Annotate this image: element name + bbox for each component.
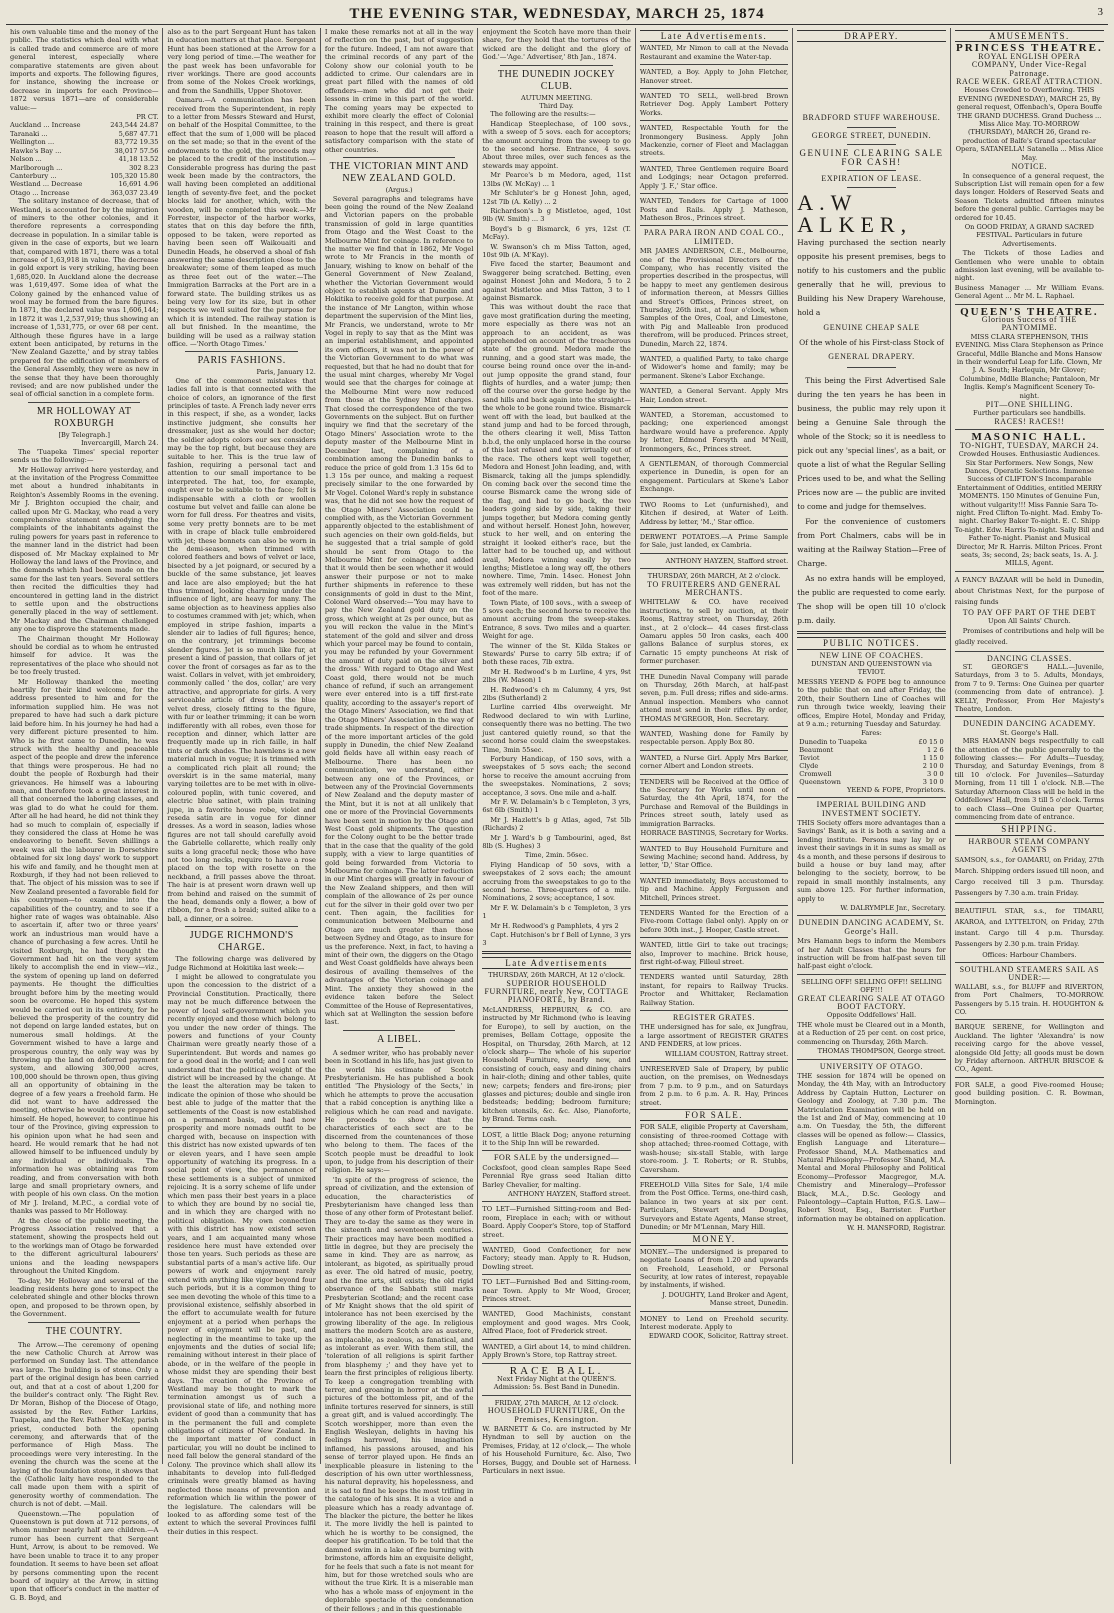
race-result: Mr J. Hazlett's b g Atlas, aged, 7st 5lb (Richards) 2 xyxy=(482,815,631,833)
article-text: enjoyment the Scotch have more than their share, for they hold that the tortures of the wicked are the delight and the glory of God.'—'Age.' Advertiser,' 8th Jan., 1874. xyxy=(482,28,631,62)
classified-ad xyxy=(640,533,788,550)
ad-coaches: MESSRS YEEND & FOPE beg to announce to the public that on and after Friday, the 20th, their Southern Line of Coaches will run through twice weekly, leaving their offices, Empire Hotel, Monday and Friday, at 9 a.m.; returning Tuesday and Saturday. xyxy=(797,677,946,728)
ad-subtitle: RACE WEEK. GREAT ATTRACTION. xyxy=(956,77,1103,87)
classified-ad xyxy=(640,92,788,117)
fare-row xyxy=(797,738,945,746)
article-text: Oamaru.—A communication has been received from the Superintendent, in reply to a letter from Messrs Steward and Hurst, on behalf of the Hospital Committee, to the effect that the sum of 1,000 will be placed on the set made; so that in the event of the endowments to the gold, the proceeds may be placed to the credit of the institution.—Considerable progress has during the past week been made by the contractors, the wall having been completed an additional length of seventy-five feet, and the pocket blocks laid for another, which, with the wooden, will be completed this week.—Mr Forrester, inspector of the harbor works, states that on this day before the fifth, opposed to be taken, were reported as having been seen off Waikouaiti and Dunedin Heads, he observed a shoal of fish answering the same description close to the breakwater; some of them leaped as much as three feet out of the water.—The Immigration Barracks at the Port are in a forward state. The building strikes us as being very low for its size, but in other respects we well suited for the purpose for which it is intended. The railway station is all but finished. In the meantime, the building will be used as a railway station office. —'North Otago Times.' xyxy=(167,96,316,349)
ad-title: GENERAL DRAPERY. xyxy=(828,351,915,361)
section-header-money: MONEY. xyxy=(640,1233,788,1245)
subhead: Third Day. xyxy=(539,102,574,111)
fare-row xyxy=(797,778,945,786)
race-result: H. Redwood's ch m Calumny, 4 yrs, 9st 2lbs (Sutherland) 2 xyxy=(482,685,631,703)
ad-signature: EDWARD COOK, Solicitor, Rattray street. xyxy=(648,1332,789,1341)
classified-ad-text: A GENTLEMAN, of thorough Commercial experience in Dunedin, is open for an engagement. Particulars at Skene's Labor Exchange. xyxy=(639,460,789,494)
stat-row xyxy=(10,147,158,155)
stat-row xyxy=(10,164,158,172)
page-number: 3 xyxy=(1097,6,1104,18)
section-header-public-notices: PUBLIC NOTICES. xyxy=(797,637,945,649)
ad-walker-name: A.W ALKER, xyxy=(797,190,913,238)
fare-route: Clyde xyxy=(799,761,819,770)
column-1 xyxy=(6,28,163,1602)
stat-value: 363,037 23.49 xyxy=(110,188,159,197)
stat-row xyxy=(10,189,158,197)
ad-signature: ANTHONY HAYZEN, Stafford street. xyxy=(665,556,789,565)
ad-fruiterers: WHITELAW & CO. have received instructions, to sell by auction, at their Rooms, Rattray street, on Thursday, 26th inst., at 2 o'clock— 44 cases first-class Oamaru apples 50 Iron casks, each 400 gallons Balance of surplus stores, ex Carnatic 15 empty puncheons At risk of former purchaser. xyxy=(639,598,789,666)
article-text: This was without doubt the race that gave most gratification during the meeting, more especially as there was not an approach to an accident, as was apprehended on account of the treacherous state of the ground. Medora made the running, and a good start was made, the course being round once over the in-and-out jump opposite the grand stand, four flights of hurdles, and a water jump; then off the course over the gorse hedge by the sand hills and back again into the straight—the whole to be gone round twice. Bismarck went off with the lead, but baulked at the stand jump and had to be forced through, the others clearing it well, Miss Tatton b.b.d, the only unplaced horse in the course of this last refused and was virtually out of the race. The others kept well together, Medora and Honest John leading, and, with Bismarck, taking all the jumps splendidly. On coming back over the second time the course Bismarck came the wrong side of the flag, and had to go back, the two leaders going side by side, taking their jumps together, but Medora coming gently and without herself. Honest John, however, stuck to her well, and on entering the straight it looked either's race, but the latter had to be touched up, and without avail, Medora winning easily by two lengths; Mistletoe a long way off, the others nowhere. Time, 7min. 14sec. Honest John was extremely well ridden, but has not the foot of the mare. xyxy=(482,303,631,598)
article-text: One of the commonest mistakes that ladies fall into is that connected with the choice of colors, an ignorance of the first principles of taste. A French lady never errs in this respect, if she, as a wonder, lacks instinctive judgment, she consults her dressmaker, just as she would her doctor; the soldier adopts colors our sex considers may be the top right, but because they are suitable to her. This is the true law of fashion, requiring a personal tact and attention to our small importance to be interpreted. The hat, too, for example, ought ever to be suitable to the face; felt is indispensable with a cloth or woollen costume but velvet and faille can alone be worn for full dress. For theatres and visits, some very pretty bonnets are to be met with in crape of black tulle embroidered with jet; these bonnets can also be worn in the demi-season, when trimmed with colored feathers and bows of velvet or lace, bisected by a jet poignard, or secured by a buckle of the same substance, jet leaves and lace are also employed; but the hat thus trimmed, looking charming under the influence of light, are heavy for many. The same objection as to heaviness applies also to costumes crammed with jet; which, when employed in stripe fashion, imparts a slender air to ladies of full figures; hence, on the contrary, jet trimmings become slender figures. Jet is so much like fur, at present a kind of passion, that collars of jet cover the front of corsages as far as to the waist. Collars in velvet, with jet embroidery, commonly called ' the dos, collar,' are very attractive, and appropriate for girls. A very serviceable article of dress is the blue velvet dress, closely fitting to the figure, with fur or leather trimming; it can be worn indifferently with all robes, even those for reception and dinner, which latter are frequently made up in rich faille, in half tints or dark shades. The hawnlens is a new material much in vogue; it is trimmed with a complicated rich plait all round; the overskirt is in the same material, many varying toilettes are to be met with in olive-coloured poplin, with tunic covered, and electric blue satinet, with plain training jupe, in a favorite house robe, violet and reseda satin are in vogue for dinner dresses. As a word in season, ladies whose figures are not tall should carefully avoid the Gabrielle collarette, which really only suits a long graceful neck; those who have not too long necks, require to have a rose placed on the top with rosette on the neckband, a frill passes above the throat. The hair is at present worn drawn well up from behind and raised on the summit of the head, demands only a flower, a bow of ribbon, for a fresh a braid; suited alike to a ball, a dinner, or a soiree. xyxy=(167,376,316,923)
stat-name: Auckland ... Increase xyxy=(10,121,81,130)
ad-title: SELLING OFF! SELLING OFF!! SELLING OFF!!! xyxy=(801,977,942,995)
column-7 xyxy=(951,28,1108,1464)
ad-body: MRS HAMANN begs respectfully to call the attention of the public generally to the following classes:— For Adults—Tuesday, Thursday, and Saturday Evenings, from 8 till 10 o'clock. For Juveniles—Saturday Morning, from 11 till 1 o'clock. N.B.—The Saturday Afternoon Class will be held in the Oddfellows' Hall, from 3 till 5 o'clock. Terms to each Class—One Guinea per Quarter, commencing from date of entrance. xyxy=(954,737,1105,821)
headline-victorian-mint: THE VICTORIAN MINT AND NEW ZEALAND GOLD. xyxy=(329,161,469,185)
ad-body: Houses Crowded to Overflowing. THIS EVENING (WEDNESDAY), MARCH 25, By general request, Offenbach's, Opera Bouffe THE GRAND DUCHESS. Grand Duchess ... Miss Alice May. TO-MORROW (THURSDAY), MARCH 26, Grand re-production of Balfe's Grand spectacular Opera, SATANELLA! Satanella ... Miss Alice May. xyxy=(955,86,1104,162)
ad-body: MISS CLARA STEPHENSON, THIS EVENING. Miss Clara Stephenson as Prince Graceful, Mdlle Blanche and Mons Hansow in their wonderful Leap for Life. Clown, Mr J. A. South; Harlequin, Mr Glover; Columbine, Mdlle Blanche; Pantaloon, Mr Inglis. Kemp's Magnificent Scenery To-night. xyxy=(955,332,1104,400)
article-text: Mr Holloway thanked the meeting heartily for their kind welcome, for the address presented to him and for the information supplied him. He was not prepared to have had such a dark picture laid before him. In his journey he had had a very different picture presented to him. Who is he first came to Dunedin, he was struck with the healthy and peaceable aspect of the people and drew the inference that things were prosperous. He had no doubt the people of Roxburgh had their grievances. He himself was a labouring man, and therefore took a great interest in all that concerned the laboring classes, and was glad to do what he could for them. After all he had heard, he did not think they had so much to complain of, especially if they considered the class at Home he was endeavoring to benefit. Seven shillings a week was all the labourer in Dorsetshire obtained for six long days' work to support his wife and family, and he thought men at Roxburgh, if they had not been relieved to that. The object of his mission was to see if New Zealand presented a favorable field for his countrymen—to examine into the capabilities of the country, and to see if a higher rate of wages was obtainable. Also to ascertain if, after two or three years' work an industrious man would have a chance of purchasing a few acres. Until he visited Roxburgh, he had thought the Government had hit on the very system likely to accomplish the end in view—viz., the system of opening up land on deferred payments. He thought the difficulties brought before him by the meeting would soon be overcome. He hoped this system would be carried out in its entirety, for he believed the prosperity of the country did not depend on large landed estates, but on numerous small holdings. At the Government wished to have a large and prosperous country, the only way was by throwing up the land on deferred payment system, and allowing 300,000 acres, 100,000 should be thrown open, thus giving all an opportunity of obtaining in the degree of a few years a freehold farm. He did not want to have addressed the meeting, otherwise he would have prepared himself. He hoped, however, to continue his tour of the Province, giving expression to his opinion upon what he had seen and heard. He would remark that he had not allowed himself to be influenced unduly by any individual or individuals. The information he was obtaining was from reading, and from conversation with both large and small proprietary owners, and with people of his own class. On the motion of Mr J. Ireland, M.P.C., a cordial vote of thanks was passed to Mr Holloway. xyxy=(10,677,159,1216)
ad-race-ball: RACE BALL. xyxy=(509,1364,604,1377)
ad-title: DUNEDIN DANCING ACADEMY, St. George's Hall. xyxy=(798,918,945,936)
ad-shipping: BEAUTIFUL STAR, s.s., for TIMARU, AKAROA, and LYTTELTON, on Friday, 27th instant. Cargo till 4 p.m. Thursday. Passengers by 2.30 p.m. train Friday. xyxy=(954,906,1105,948)
ad-title: BRADFORD STUFF WAREHOUSE. xyxy=(802,113,941,123)
stat-name: Marlborough ... xyxy=(10,163,63,172)
race-result: Mr H. Redwood's b m Lurline, 4 yrs, 9st 2lbs (W. Mason) 1 xyxy=(482,667,631,685)
article-text: The winner of the St. Kilda Stakes or Stewards' Purse to carry 5lb extra; if of both these races, 7lb extra. xyxy=(482,641,631,667)
headline-paris-fashions: PARIS FASHIONS. xyxy=(197,355,286,367)
stat-value: 302 8.23 xyxy=(129,163,159,172)
ad-body: Further particulars see handbills. xyxy=(973,409,1086,418)
stat-value: 16,691 4.96 xyxy=(118,180,159,189)
column-5 xyxy=(636,28,793,1464)
article-text: Handicap Steeplechase, of 100 sovs., with a sweep of 5 sovs. each for acceptors; the amount accruing from the sweep to go to the second horse. Entrance, 4 sovs. About three miles, over such fences as the stewards may appoint. xyxy=(482,119,631,170)
stat-row xyxy=(10,172,158,180)
article-text: The solitary instance of decrease, that of Westland, is accounted for by the migration of miners to the other colonies, and it therefore represents a corresponding decrease in population. In a similar table is given in the case of exports, but we learn that, compared with 1871, there was a total increase of 1,63,918 in value. The decrease in gold export is very striking, having been 1,685,020. In Auckland alone the decrease was 1,619,497. Some idea of what the Colony gained by the enhanced value of wool may be formed from the bare figures. In 1871, the declared value was 1,606,144; in 1872 it was 1,2,537,919; thus showing an increase of 1,531,775, or over 68 per cent. Although these figures have in a large extent been anticipated, by returns in the 'New Zealand Gazette,' and by stray tables prepared for the edification of members of the General Assembly, they were as new in the sense that they have been thoroughly revised; and are now published under the seal of official sanction in a complete form. xyxy=(10,197,159,399)
ad-list xyxy=(640,730,788,775)
headline-judge-richmond: JUDGE RICHMOND'S CHARGE. xyxy=(189,930,294,954)
ad-drapery-sale: UNRESERVED Sale of Drapery, by public auction, on the premises, on Wednesdays from 7 p.m. to 9 p.m., and on Saturdays from 2 p.m. to 6 p.m. A. R. Hay, Princes street. xyxy=(639,1065,789,1107)
ad-signature: THOMAS THOMPSON, George street. xyxy=(817,1047,946,1056)
classified-ad-text: WANTED, little Girl to take out tracings; also, Improver to machine. Brick house, first right-of-way, Filleul street. xyxy=(639,941,789,966)
stat-name: Canterbury ... xyxy=(10,171,57,180)
race-time: Time, 2min. 56sec. xyxy=(524,851,589,860)
ad-villa-sites: FREEHOLD Villa Sites for Sale, 1/4 mile from the Post Office. Terms, one-third cash, balance in two years at six per cent. Particulars, Stewart and Douglas, Surveyors and Estate Agents, Manse street, Dunedin; or Mr M'Lennan, Mary Hill. xyxy=(639,1180,789,1231)
import-stats-table xyxy=(10,121,158,197)
stat-name: Hawke's Bay ... xyxy=(10,146,62,155)
fare-amount: £0 15 0 xyxy=(918,737,944,746)
classified-ad-text: WANTED, Respectable Youth for the Ironmongery Business. Apply John Mackenzie, corner of Fleet and Maclaggan streets. xyxy=(639,124,789,158)
ad-list xyxy=(640,44,788,226)
ad-title: SOUTHLAND STEAMERS SAIL AS UNDER:— xyxy=(959,964,1100,983)
fare-row xyxy=(797,762,945,770)
race-result: Mr Schluter's br g Honest John, aged, 12st 7lb (A. Kelly) ... 2 xyxy=(482,189,631,206)
article-text: The Arrow.—The ceremony of opening the new Catholic Church at Arrow was performed on Sunday last. The attendance was large. The building is of stone. Only a part of the original design has been carried out, and that at a cost of about 1,200 for the builder's contract only. 'The Right Rev. Dr Moran, Bishop of the Diocese of Otago, assisted by the Rev. Father Larkins, Tuapeka, and the Rev. Father McKay, parish priest, conducted both the opening ceremony, and afterwards that of the performance of High Mass. The proceedings were very interesting. In the evening the church was the scene at the laying of the foundation stone, it shows that the (Catholic laity have responded to the call made upon them with a spirit of generosity worthy of commendation. The church is not of debt. —Mail. xyxy=(10,1340,159,1509)
ad-subtitle: TO PAY OFF PART OF THE DEBT xyxy=(962,607,1096,617)
subhead: AUTUMN MEETING. xyxy=(521,93,593,102)
stat-value: 38,017 57.56 xyxy=(114,146,159,155)
fare-route: Queenstown xyxy=(799,777,841,786)
masthead-title: THE EVENING STAR, WEDNESDAY, MARCH 25, 1874 xyxy=(349,5,765,22)
classified-ad xyxy=(640,754,788,771)
classified-ad xyxy=(640,68,788,85)
ad-to-let: TO LET—Furnished Sitting-room and Bed-room, Fireplace in each; with or without Board. Apply Cooper's Store, top of Stafford street. xyxy=(482,1205,631,1239)
ad-body: This being the First Advertised Sale during the ten years he has been in business, the public may rely upon it being a Genuine Sale through the whole of the Stock; so it is needless to pick out any 'special lines', as a bait, or quote a list of what the Regular Selling Prices used to be, and what the Selling Prices now are — the public are invited to come and judge for themselves. xyxy=(797,376,946,512)
ad-body: The Tickets of those Ladies and Gentlemen who were unable to obtain admission last evening, will be available to-night. xyxy=(954,249,1105,283)
ad-money: MONEY.—The undersigned is prepared to negotiate Loans of from 1.20 and upwards on Freehold, Leasehold, or Personal Security, at low rates of interest, repayable by instalments, if wished. xyxy=(639,1247,789,1290)
ad-title: NEW LINE OF COACHES. xyxy=(819,650,924,660)
stat-row xyxy=(10,138,158,146)
section-header-shipping: SHIPPING. xyxy=(955,823,1104,835)
column-4 xyxy=(478,28,635,1475)
ad-date: THURSDAY, 26th MARCH, At 2 o'clock. xyxy=(647,572,781,581)
classified-ad xyxy=(640,501,788,526)
ad-seed-sale: Cocksfoot, good clean samples Rape Seed Perennial Rye grass seed Italian ditto Barley Chevalier, for malting. xyxy=(482,1163,631,1189)
ad-wanted: WANTED, Good Machinists, constant employment and good wages. Mrs Cook, Alfred Place, foot of Frederick street. xyxy=(482,1310,631,1336)
classified-ad xyxy=(640,44,788,61)
race-result: Mr F. W. Delamain's b c Templeton, 3 yrs 1 xyxy=(482,903,631,921)
fare-amount: 1 15 0 xyxy=(922,753,944,762)
classified-ad-text: WANTED, a Storeman, accustomed to packing; one experienced amongst hardware would have a preference. Apply by letter, Edmond Forsyth and M'Neill, Ironmongers, &c., Princes street. xyxy=(639,411,789,453)
ad-title: DANCING CLASSES. xyxy=(987,653,1072,663)
article-text: Forbury Handicap, of 150 sovs, with a sweepstakes of 5 sovs each; the second horse to receive the amount accruing from the sweepstakes. Nominations, 2 sovs; acceptance, 3 sovs. One mile and a-half. xyxy=(482,754,631,797)
article-text: Lurline carried 4lbs overweight. Mr Redwood declared to win with Lurline, consequently there was no betting. The two just cantered quietly round, so that the second horse could claim the sweepstakes. Time, 3min 55sec. xyxy=(482,703,631,754)
stat-value: 41,18 13.52 xyxy=(118,155,159,164)
column-3 xyxy=(321,28,478,1613)
ad-shipping: BARQUE SERENE, for Wellington and Auckland. The lighter 'Alexandra' is now receiving cargo for the above vessel, alongside Old Jetty; all goods must be down by Friday afternoon. ARTHUR BRISCOE & CO., Agent. xyxy=(954,1023,1105,1074)
race-result: Boyd's b g Bismarck, 6 yrs, 12st (T. McFay). xyxy=(482,224,631,242)
article-text: also as to the part Sergeant Hunt has taken in education matters at that place. Sergeant Hunt has been stationed at the Arrow for a very long period of time.—The weather for the past week has been unfavorable for river workings. There are good accounts from some of the Nokes Creek workings, and from the Sandhills, Upper Shotover. xyxy=(167,28,316,95)
article-text: The 'Tuapeka Times' special reporter sends us the following:— xyxy=(10,447,159,465)
classified-ad-text: WANTED TO SELL, well-bred Brown Retriever Dog. Apply Lambert Pottery Works. xyxy=(639,92,789,117)
stats-header: PR CT. xyxy=(136,113,159,122)
classified-ad-text: DERWENT POTATOES.—A Prime Sample for Sale, just landed, ex Cambria. xyxy=(639,532,789,550)
ad-subtitle: Glorious Success of THE PANTOMIME. xyxy=(981,315,1077,333)
article-text: I might be allowed to congratulate you upon the concession to the district of a Provincial Constitution. Practically, there may not be much difference between the power of local self-government which you recently enjoyed and those which belong to you under the new order of things. The powers and functions of your County Chairman were greatly nearly those of a Superintendent. But words and names go for a good deal in the world; and I can well understand that the political weight of the district will be increased by the change. At the least the alteration may be taken to indicate the opinion of those who should be best able to judge of the matter that the settlements of the Coast is now established on a permanent basis, and had now prosperity and more nomads outfit to be charged with, because on inspection with this district has now existed upwards of ten or eleven years, and I have seen ample opportunity of watching its progress. In a social point of view, the permanence of these settlements is a subject of unmixed rejoicing. It is a sorry scheme of life under which men pass their best years in a place to which they are bound by no social tie, and in which they are charged with no political obligation. My own connection with this district has now existed seven years, and I am acquainted many whose residence here must have extended over those ten years. Such periods as these are substantial parts of a man's active life. Our powers of work and enjoyment rarely extend with anything like vigor beyond four such periods, but it is a common thing to see men devoting the whole of this time to a provisional existence, selfishly absorbed in the effort to accumulate wealth for future enjoyment at a period when perhaps the power of enjoyment will be past, and neglecting in the meantime to take up the enjoyments and the duties of social life; remaining without interest in their place of abode, or in the welfare of the people in whose midst they are spending their best days. The creation of the Province of Westland may be thought to mark the termination amongst us of such a provisional state of life, and nothing more evident of good than a community that has in the permanent the full and complete obligations of citizens of New Zealand. In the important matter of conduct in particular, you will no doubt be inclined to need fall below the general standard of the Colony. The province which shall allow its inhabitants to develop into full-fledged criminals were greatly blamed as having neglected those means of prevention and reformation which lie within the power of the legislature. The calendars will be looked to as affording some test of the extent to which the several Provinces fulfil their duties in this respect. xyxy=(167,973,316,1536)
classified-ad xyxy=(640,877,788,902)
ad-subtitle: St. George's Hall. xyxy=(999,728,1059,737)
classified-ad xyxy=(640,387,788,404)
column-2 xyxy=(163,28,320,1536)
classified-ad xyxy=(640,973,788,1007)
ad-body: Business Manager ... Mr William Evans. General Agent ... Mr M. L. Raphael. xyxy=(954,283,1105,301)
ad-title: DUNEDIN DANCING ACADEMY. xyxy=(963,719,1096,729)
headline-holloway: MR HOLLOWAY AT ROXBURGH xyxy=(36,405,132,429)
classified-ad-text: TENDERS Wanted for the Erection of a Five-room Cottage (label only). Apply on or before 30th inst., J. Hooper, Castle street. xyxy=(639,908,789,934)
fare-amount: 3 0 0 xyxy=(926,769,944,778)
stat-value: 5,687 47.71 xyxy=(118,129,159,138)
ad-para-para: MR JAMES ANDERSON, C.E., Melbourne, one of the Provisional Directors of the Company, who has recently visited the properties described in the prospectus, will be happy to meet any gentlemen desirous of information thereon, at Messrs Gillies and Street's Offices, Princes street, on Thursday, 26th inst., at four o'clock, when Samples of the Ores, Coal, and Limestone, with Pig and Malleable Iron produced therefrom, will be produced. Princes street, Dunedin, March 22, 1874. xyxy=(639,247,789,348)
ad-wanted: WANTED, a Girl about 14, to mind children. Apply Brown's Store, top Rattray street. xyxy=(482,1342,631,1360)
ad-signature: ANTHONY HAYZEN, Stafford street. xyxy=(508,1190,631,1198)
classified-ad-text: WANTED, Three Gentlemen require Board and Lodgings; near Octagon preferred. Apply 'J. F.,' Star office. xyxy=(639,164,789,190)
ad-shipping: SAMSON, s.s., for OAMARU, on Friday, 27th March. Shipping orders issued till noon, and Cargo received till 3 p.m. Thursday. Passengers by 7.30 a.m. train Friday. xyxy=(954,855,1105,897)
ad-signature: W. DALRYMPLE Jnr., Secretary. xyxy=(840,904,946,912)
ad-body: In consequence of a general request, the Subscription List will remain open for a few days longer. Holders of Reserved Seats and Season Tickets admitted fifteen minutes before the general public. Carriages may be ordered for 10.45. xyxy=(954,171,1105,222)
ad-title: PARA PARA IRON AND COAL CO., LIMITED. xyxy=(643,228,785,246)
byline: [By Telegraph.] xyxy=(58,430,110,439)
race-result: W. Swanson's ch m Miss Tatton, aged, 10st 9lb (A. M'Kay). xyxy=(482,242,631,259)
ad-body: For the convenience of customers from Port Chalmers, cabs will be in waiting at the Railway Station—Free of Charge. xyxy=(797,517,946,569)
article-text: 'In spite of the progress of science, the spread of civilization, and the extension of education, the characteristics of Presbyterianism have changed less than those of any other form of Protestant belief. They are to-day the same as they were in the sixteenth and seventeenth centuries. Their practices may have been modified a little in degree, but they are precisely the same in kind. They are as narrow, as intolerant, as bigoted, as spiritually proud as ever. The old hatred of music, poetry, and the fine arts, still exists; the old rigid observance of the Sabbath still marks Presbyterian Scotland; and the recent case of Mr Knight shows that the old spirit of intolerance has not been exercised by the growing liberality of the age. In religious matters the modern Scotch are as austere, as implacable, as zealous, as fanatical, and as intolerant as ever. With them still, the 'toleration of all religions is spirit farther from blasphemy ;' and they have yet to learn the first principles of religious liberty. To keep a congregation trembling with terror, and groaning in horror at the awful pictures of the bottomless pit, and of the infinite tortures reserved for sinners, is still a great gift, and is valued accordingly. The Scotch worshipper, more than even the English Wesleyan, delights in having his feelings harrowed, his imagination inflamed, his passions aroused, and his sense of terror played upon. He finds an inexplicable pleasure in listening to the description of his own utter worthlessness, his natural depravity, his hopelessness, and it is sad to find he keeps the most trifling in the catalogue of his sins. It is a vice and a pleasure which has a ready advantage of. The blacker the picture, the better he likes it. The more lividly the hell is painted to which he is worthy to be consigned, the deeper his gratification. To be told that the damned swim in a lake of fire burning with brimstone, affords him an exquisite delight, for he feels that such a fate is not meant for him, but for those wretched souls who are without the true Kirk. It is a miserable man who has a whole mass of enjoyment in the deplorable spectacle of the condemnation of their fellows ; and in this questionable xyxy=(324,1175,474,1613)
ad-subtitle: RACES! RACES!! xyxy=(994,416,1065,426)
classified-ad xyxy=(640,165,788,190)
section-header-late-ads: Late Advertisements xyxy=(482,957,630,969)
stat-value: 243,544 24.87 xyxy=(110,121,159,130)
classified-ad-text: WANTED, Washing done for Family by respectable person. Apply Box 80. xyxy=(639,730,789,747)
ad-subtitle: DUNSTAN AND QUEENSTOWN via TEVIOT. xyxy=(811,660,932,677)
ad-imperial-society: THIS Society offers more advantages than a Savings' Bank, as it is both a saving and a lending institute. Persons may lay by or invest their savings in it in sums as small as 4s a month, and these persons if desirous to build a house or buy land may, after belonging to the society, borrow, to be repaid in small monthly instalments, any sum above 125. For further information, apply to xyxy=(797,818,946,903)
ad-property: FOR SALE, eligible Property at Caversham, consisting of three-roomed Cottage with shop attached; three-roomed Cottage, with wash-house; six-stall Stable, with large store-room. J. T. Roberts; or R. Stubbs, Caversham. xyxy=(639,1123,789,1174)
fares-table xyxy=(797,738,945,786)
ad-title: EXPIRATION OF LEASE. xyxy=(821,174,922,184)
classified-ad-text: WANTED, a General Servant. Apply Mrs Hair, London street. xyxy=(639,387,789,404)
stat-name: Otago ... Increase xyxy=(10,188,70,197)
stat-name: Nelson ... xyxy=(10,155,42,164)
fare-row xyxy=(797,754,945,762)
article-text: his own valuable time and the money of the public. The statistics which deal with what is called trade and commerce are of more general interest, especially where comparative statements are given about imports and exports. The following figures, for instance, showing the increase or decrease in imports for each Province—1872 versus 1871—are of considerable value:— xyxy=(10,28,159,112)
fare-route: Teviot xyxy=(799,753,820,762)
race-result: Richardson's b g Mistletoe, aged, 10st 9lb (W. Smith) ... 3 xyxy=(482,206,631,224)
ad-title-queens: QUEEN'S THEATRE. xyxy=(960,305,1099,318)
classified-ad xyxy=(640,460,788,494)
classified-ad-text: TWO Rooms to Let (unfurnished), and Kitchen if desired, at Water of Leith. Address by letter, 'M.,' Star office. xyxy=(639,500,789,526)
stat-name: Taranaki ... xyxy=(10,129,48,138)
race-result: Mr H. Redwood's g Pamphlets, 4 yrs 2 xyxy=(490,921,619,930)
fare-route: Cromwell xyxy=(799,769,832,778)
headline-libel: A LIBEL. xyxy=(377,1033,422,1045)
ad-title: SUPERIOR HOUSEHOLD FURNITURE, nearly New, COTTAGE PIANOFORTE, by Brand. xyxy=(484,978,629,1005)
fare-route: Dunedin to Tuapeka xyxy=(799,737,867,746)
ad-signature: WILLIAM COUSTON, Rattray street. xyxy=(665,1049,789,1058)
stat-value: 105,320 15.80 xyxy=(110,171,159,180)
ad-date: THURSDAY, 26th MARCH, At 12 o'clock. xyxy=(488,971,625,980)
classified-ad xyxy=(640,197,788,222)
classified-ad-text: WANTED, a Nurse Girl. Apply Mrs Barker, corner Albert and London streets. xyxy=(639,753,789,771)
ad-signature: YEEND & FOPE, Proprietors. xyxy=(847,785,946,794)
stat-name: Westland ... Decrease xyxy=(10,180,83,189)
ad-title-masonic: MASONIC HALL. xyxy=(971,431,1088,444)
classified-ad-text: WANTED to Buy Household Furniture and Sewing Machine; second hand. Address, by letter, 'D,' Star Office. xyxy=(639,844,789,870)
ad-subtitle: NOTICE. xyxy=(1011,162,1048,172)
columns xyxy=(6,28,1108,1613)
ad-to-let: TO LET—Furnished Bed and Sitting-room, near Town. Apply to Mr Wood, Grocer, Princes street. xyxy=(482,1278,631,1304)
stat-name: Wellington ... xyxy=(10,138,55,147)
ad-money-lend: MONEY to Lend on Freehold security. Interest moderate. Apply to xyxy=(639,1314,789,1331)
fare-row xyxy=(797,746,945,754)
ad-shipping: FOR SALE, a good Five-roomed House; good building position. C. R. Bowman, Mornington. xyxy=(954,1080,1105,1106)
ad-list xyxy=(640,845,788,1012)
ad-title: GENUINE CLEARING SALE FOR CASH! xyxy=(799,148,944,167)
ad-shipping: WALLABI, s.s., for BLUFF and RIVERTON, from Port Chalmers, TO-MORROW. Passengers by 5.15 train. H. HOUGHTON & CO. xyxy=(954,982,1105,1016)
ad-subtitle: PIT—ONE SHILLING. xyxy=(985,400,1074,410)
section-header-for-sale: FOR SALE. xyxy=(640,1109,788,1121)
ad-body: Having purchased the section nearly opposite his present premises, begs to notify to his customers and the public generally that he will, previous to Building his New Drapery Warehouse, hold a xyxy=(797,238,946,318)
dateline: Invercargill, March 24. xyxy=(80,439,159,448)
ad-title: GENUINE CHEAP SALE xyxy=(823,323,920,333)
article-text: At the close of the public meeting, the Progress Association resolved that a statement, showing the prospects held out to the workings man of Otago be forwarded to the different agricultural labourers' unions and the leading newspapers throughout the United Kingdom. xyxy=(10,1216,159,1276)
article-text: The following charge was delivered by Judge Richmond at Hokitika last week:— xyxy=(167,955,316,972)
ad-grates: THE undersigned has for sale, ex Jungfrau, a large assortment of REGISTER GRATES AND FENDERS, at low prices. xyxy=(639,1023,789,1049)
article-text: Queenstown.—The population of Queenstown is put down at 712 persons, of whom number nearly half are children.—A rumor has been current that Sergeant Hunt, Arrow, is about to be removed. We have been unable to trace it to any proper foundation. It seems to have been set afloat by persons commenting upon the recent board of inquiry at the Arrow, in sitting upon that officer's conduct in the matter of G. B. Boyd, and xyxy=(10,1509,159,1602)
classified-ad-text: WANTED, a Boy. Apply to John Fletcher, Hanover street. xyxy=(639,68,789,85)
ad-naval-company: THE Dunedin Naval Company will parade on Thursday, 26th March, at half-past seven, p.m. Full dress; rifles and side-arms. Annual inspection. Members who cannot attend must send in their rifles. By order, THOMAS M'GREGOR, Hon. Secretary. xyxy=(639,672,789,723)
ad-title: HARBOUR STEAM COMPANY AGENTS xyxy=(968,836,1091,855)
ad-university: THE session for 1874 will be opened on Monday, the 4th May, with an Introductory Address by Captain Hutton, Lecturer on Geology and Zoology, at 7.30 p.m. The Matriculation Examination will be held on the 1st and 2nd of May, commencing at 10 a.m. On Tuesday, the 5th, the different classes will be opened as follow:— Classics, English Language and Literature—Professor Shand, M.A. Mathematics and Natural Philosophy—Professor Shand, M.A. Mental and Moral Philosophy and Political Economy—Professor Macgregor, M.A. Chemistry and Mineralogy—Professor Black, M.A., D.Sc. Geology and Paleontology—Captain Hutton, F.G.S. Law—Robert Stout, Esq., Barrister. Further information may be obtained on application. xyxy=(797,1071,946,1223)
ad-lost-dog: LOST, a little Black Dog; anyone returning it to the Ship Inn will be rewarded. xyxy=(482,1130,631,1147)
race-result: Mr F. W. Delamain's b c Templeton, 3 yrs, 6st 6lb (Smith) 1 xyxy=(482,797,631,815)
article-text: Town Plate, of 100 sovs., with a sweep of 5 sovs each; the second horse to receive the amount accruing from the sweep-stakes. Entrance, 8 sovs. Two miles and a quarter. Weight for age. xyxy=(482,598,631,641)
ad-title: TO FRUITERERS AND GENERAL MERCHANTS. xyxy=(647,579,781,597)
ad-body: Upon All Saints' Church. xyxy=(988,617,1071,626)
ad-dancing: Mrs Hamann begs to inform the Members of her Adult Classes that the hours for instruction will be from half-past seven till half-past eight o'clock. xyxy=(797,937,946,971)
classified-ad-text: WANTED, a qualified Party, to take charge of Widower's home and family; may be permanent. Skene's Labor Exchange. xyxy=(639,355,789,380)
ad-boot-factory: THE whole must be Cleared out in a Month, at a Reduction of 25 per cent. on cost price, commencing on Thursday, 26th March. xyxy=(797,1020,946,1046)
article-text: Flying Handicap of 50 sovs, with a sweepstakes of 2 sovs each; the amount accruing from the sweepstakes to go to the second horse. Three-quarters of a mile. Nominations, 2 sovs; acceptance, 1 sov. xyxy=(482,860,631,903)
article-text: A sedmer writer, who has probably never been in Scotland in his life, has just given to the world his estimate of Scotch Presbyterianism. He has published a book entitled 'The Physiology of the Sects,' in which he attempts to prove the accusation that a rabid conception is anything like a religious which he can read and navigate. He proceeds to show that the characteristics of each sect are to be discerned from the countenances of those who belong to them. The faces of the Scotch people must be dreadful to look upon, to judge from his description of their religion. He says:— xyxy=(324,1048,474,1175)
ad-title: HOUSEHOLD FURNITURE, On the Premises, Kensington. xyxy=(487,1406,626,1424)
stat-row xyxy=(10,121,158,129)
headline-country: THE COUNTRY. xyxy=(45,1325,123,1337)
classified-ad-text: WANTED, Tenders for Cartage of 1000 Posts and Rails. Apply J. Matheson, Matheson Bros., Princes street. xyxy=(639,197,789,222)
fare-amount: 2 10 0 xyxy=(922,761,944,770)
stat-value: 83,772 19.35 xyxy=(114,138,159,147)
ad-household: W. BARNETT & Co. are instructed by Mr Hyndman to sell by auction on the Premises, Friday, at 12 o'clock,— The whole of his Household Furniture, &c. Also, Two Horses, Buggy, and Double set of Harness. Particulars in next issue. xyxy=(482,1424,631,1475)
article-text: Five faced the starter, Beaumont and Swaggerer being scratched. Betting, even against Honest John and Medora, 5 to 2 against Mistletoe and Miss Tatton, 3 to 1 against Bismarck. xyxy=(482,260,631,302)
ad-body: Of the whole of his First-class Stock of xyxy=(799,337,944,347)
ad-signature: HORRACE BASTINGS, Secretary for Works. xyxy=(640,829,789,838)
article-text: I make these remarks not at all in the way of reflection on the past, but of suggestion for the future. Indeed, I am not aware that the criminal records of any part of the Colony show our colonial youth to be addicted to crime. Our calendars are in great part filled with the names of old offenders—men who did not get their lessons in crime in this part of the world. The coming years may be expected to exhibit more clearly the effect of Colonial training in this respect, and there is great reason to hope that the result will afford a satisfactory comparison with the state of other countries. xyxy=(324,28,474,154)
ad-subtitle: Opposite Oddfellows' Hall. xyxy=(826,1011,917,1020)
ad-signature: J. DOUGHTY, Land Broker and Agent, Manse street, Dunedin. xyxy=(662,1290,789,1308)
race-result: Mr Pearce's b m Medora, aged, 11st 13lbs (W. McKay) ... 1 xyxy=(482,171,631,188)
ad-signature: W. H. MANSFORD, Registrar. xyxy=(847,1224,946,1233)
ad-title: FOR SALE by the undersigned— xyxy=(493,1153,620,1163)
ad-tenders: TENDERS will be Received at the Office of the Secretary for Works until noon of Saturday, the 4th April, 1874, for the Purchase and Removal of the Buildings in Princes street south, lately used as immigration Barracks. xyxy=(639,777,789,828)
fare-route: Beaumont xyxy=(799,745,834,754)
race-result: Mr J. Ward's b g Tambourini, aged, 8st 8lb (S. Hughes) 3 xyxy=(482,833,631,850)
classified-ad xyxy=(640,845,788,870)
article-text: To-day, Mr Holloway and several of the leading residents here gone to inspect the celebrated shingle and other blocks thrown open, and proposed to be thrown open, by the Government. xyxy=(10,1276,159,1319)
classified-ad xyxy=(640,355,788,380)
section-header-drapery: DRAPERY. xyxy=(797,30,945,42)
headline-jockey-club: THE DUNEDIN JOCKEY CLUB. xyxy=(497,68,616,92)
stat-row xyxy=(10,130,158,138)
classified-ad xyxy=(640,411,788,453)
article-text: Mr Holloway arrived here yesterday, and at the invitation of the Progress Committee met about a hundred inhabitants in Reighton's Assembly Rooms in the evening. Mr J. Brighton occupied the chair, and called upon Mr G. Mackay, who read a very comprehensive statement embodying the complaints of the inhabitants against the ruling powers for years past in reference to the manner land in the district had been disposed of. Mr Mackay explained to Mr Holloway the land laws of the Province, and the demands which had been made on the same for the last ten years. Several settlers then recited the difficulties they had encountered in getting land in the district to settle upon and the obstructions generally placed in the way of settlement. Mr Mackay and the Chairman challenged any one to disprove the statements made. xyxy=(10,465,159,634)
ad-title: GEORGE STREET, DUNEDIN. xyxy=(811,130,932,140)
ad-signature: Offices: Harbour Chambers. xyxy=(982,950,1077,959)
classified-ad-text: WANTED immediately, Boys accustomed to tip and Machine. Apply Fergusson and Mitchell, Princes street. xyxy=(639,876,789,902)
ad-furniture: McLANDRESS, HEPBURN, & CO. are instructed by Mr Richmond (who is leaving for Europe), to sell by auction, on the premises, Bellam Cottage, opposite the Hospital, on Thursday, 26th March, at 12 o'clock sharp— The whole of his superior Household Furniture, nearly new, and consisting of couch, easy and dining chairs in hair-cloth; dining and other tables, quite new; carpets; fenders and fire-irons; pier glasses and pictures; double and single iron bedsteads; bedding; bedroom furniture; kitchen utensils, &c. &c. Also, Pianoforte, by Brand. Terms cash. xyxy=(482,1005,631,1124)
ad-body: ST. GEORGE'S HALL.—Juvenile, Saturdays, from 3 to 5. Adults, Mondays, from 7 to 9. Terms: One Guinea per quarter (commencing from date of entrance). J. KELLY, Professor, From Her Majesty's Theatre, London. xyxy=(954,663,1105,714)
stat-row xyxy=(10,155,158,163)
ad-title: UNIVERSITY OF OTAGO. xyxy=(819,1061,924,1071)
ad-title: GREAT CLEARING SALE AT OTAGO BOOT FACTORY. xyxy=(797,993,946,1012)
dateline: Paris, January 12. xyxy=(256,368,316,377)
article-text: The Chairman thought Mr Holloway should be cordial as to whom he entrusted himself for advice. It was the representatives of the place who should not be too freely trusted. xyxy=(10,634,159,677)
ad-wanted: WANTED, Good Confectioner, for new Factory; steady man. Apply to R. Hudson, Dowling street. xyxy=(482,1246,631,1271)
ad-title-princess: PRINCESS THEATRE. xyxy=(956,42,1103,55)
ad-subtitle: ROYAL ENGLISH OPERA COMPANY, Under Vice-Regal Patronage. xyxy=(971,51,1087,78)
ad-subtitle: TO-NIGHT, TUESDAY, MARCH 24. xyxy=(959,440,1099,450)
ad-list xyxy=(640,355,788,554)
classified-ad xyxy=(640,941,788,966)
article-text: The following are the results:— xyxy=(490,110,596,119)
fare-amount: 3 10 0 xyxy=(922,777,944,786)
ad-title: REGISTER GRATES. xyxy=(673,1013,756,1022)
article-text: Several paragraphs and telegrams have been going the round of the New Zealand and Victorian papers on the probable transmission of gold in large quantities from Otago and the West Coast to the Melbourne Mint for coinage. In reference to the matter we find that in 1862, Mr Vogel wrote to Mr Francis in the month of January, wishing to know on behalf of the General Government of New Zealand, whether the Victorian Government would object to establish agents at Dunedin and Hokitika to receive gold for that purpose. At the instance of Mr Langton, within whose department the supervision of the Mint lies, Mr Francis, we understand, wrote to Mr Vogel in reply to say that as the Mint was an imperial establishment, and appointed its own officers, it was not in the power of the Victorian Government to do what was requested, but that he had no doubt that for the usual mint charges, whereby Mr Vogel would see that the charges for coinage at the Melbourne Mint were now reduced from those at the Sydney Mint charges. That closed the correspondence of the two Governments on the subject. But on further inquiry we find that the secretary of the Otago Miners' Association wrote to the deputy master of the Melbourne Mint in December last, complaining of a combination among the Dunedin banks to reduce the price of gold from 1.3 15s 6d to 1.3 15s per ounce, and making a request precisely similar to the one forwarded by Mr Vogel. Colonel Ward's reply in substance was, that he did not see how the request of the Otago Miners' Association could be complied with, as the Victorian Government apparently objected to the establishment of such agencies on their own gold-fields, but he suggested that a trial sample of gold should be sent from Otago to the Melbourne Mint for coinage, and added that it would then be seen whether it would answer their purpose or not to make further shipments in reference to these consignments of gold in dust to the Mint, Colonel Ward observed:—'You may have to pay the New Zealand gold duty on the gross, which weight at 2s per ounce, but as you will reckon the value in the Mint's statement of the gold and silver and dross which your parcel may be found to contain, you may be refunded by your Government the amount of duty paid on the silver and the dross.' With regard to Otago and West Coast gold, there would not be much chance of refund, if such an arrangement were ever entered into is a tiff first-rate quality, according to the assayer's report of the Otago Miners' Association, we find that the Otago Miners' Association in the way of trade shipments. In respect of the direction of the more important articles of the gold supply in Dunedin, the chief New Zealand gold fields have all within easy reach of Melbourne. There has been no communication, we understand, either between any one of the Provinces, or between any of the Provincial Governments of New Zealand and the deputy master of the Mint, but it is not at all unlikely that one or more of the Provincial Governments have been sent in motion by the Otago and West Coast gold shipments. The question for the Colony ought to be the better trade that in the case that the quality of the gold supply, with a view to large quantities of gold being forwarded from Victoria to Melbourne for coinage. The latter reduction in our Mint charges will greatly in favour of the New Zealand shippers, and then will complain of the allowance of 2s per ounce cut for the silver in their gold over two per cent. Then again, the facilities for communication between Melbourne and Otago are much greater than those between Sydney and Otago, as to insure for us the preference. Next, in fact, to having a mint of their own, the diggers on the Otago and West Coast goldfields have always been desirous of availing themselves of the advantages of the Victorian coinage and Mint. The anxiety they showed in the evidence taken before the Select Committee of the House of Representatives, which sat at Wellington the session before last. xyxy=(324,194,474,1027)
fare-amount: 1 2 6 xyxy=(926,745,944,754)
column-6 xyxy=(793,28,950,1464)
ad-body: A FANCY BAZAAR will be held in Dunedin, about Christmas Next, for the purpose of raising funds xyxy=(954,575,1105,606)
ad-body: As no extra hands will be employed, the public are requested to come early. The shop will be open till 10 o'clock p.m. daily. xyxy=(797,574,946,626)
ad-body: Next Friday Night at the QUEEN'S. Admission: 5s. Best Band in Dunedin. xyxy=(493,1374,620,1392)
ad-title: IMPERIAL BUILDING AND INVESTMENT SOCIETY. xyxy=(816,800,927,818)
race-result: Capt. Hutchison's br f Bell of Lynne, 3 yrs 3 xyxy=(482,931,631,948)
classified-ad-text: WANTED, Mr Nimon to call at the Nevada Restaurant and examine the Water-tap. xyxy=(639,44,789,61)
ad-body: Promises of contributions and help will be gladly received. xyxy=(954,626,1105,646)
section-header-late-ads: Late Advertisements. xyxy=(640,30,788,42)
classified-ad xyxy=(640,124,788,158)
section-header-amusements: AMUSEMENTS. xyxy=(955,30,1104,42)
ad-date: FRIDAY, 27th MARCH, At 12 o'clock. xyxy=(494,1398,619,1407)
stat-row xyxy=(10,180,158,188)
fare-row xyxy=(797,770,945,778)
classified-ad xyxy=(640,730,788,747)
masthead xyxy=(6,4,1108,25)
ad-body: Crowded Houses. Enthusiastic Audiences. Six Star Performers. New Songs, New Dances, Operatic Selections. Immense Success of CLIFTON'S Incomparable Entertainment of Oddities, entitled MERRY MOMENTS. 150 Minutes of Genuine Fun, without vulgarity!!! Miss Fannie Sara To-night. Fred Clifton To-night. Mad. Emby To-night. Charley Baker To-night. E. C. Shipp To-night. Edw. Harris To-night. Sally Bill and Father To-night. Pianist and Musical Director, Mr R. Harris. Milton Prices. Front seats, 3s; second, 2s; back seats, 1s. A. J. MILLS, Agent. xyxy=(954,450,1105,568)
fares-label: Fares: xyxy=(861,729,882,738)
classified-ad xyxy=(640,909,788,934)
ad-body: On GOOD FRIDAY, A GRAND SACRED FESTIVAL. Particulars in future Advertisements. xyxy=(964,222,1094,248)
classified-ad-text: TENDERS wanted until Saturday, 28th instant, for repairs to Railway Trucks. Proctor and Whittaker, Reclamation Railway Station. xyxy=(639,973,789,1007)
source-credit: (Argus.) xyxy=(385,186,413,195)
